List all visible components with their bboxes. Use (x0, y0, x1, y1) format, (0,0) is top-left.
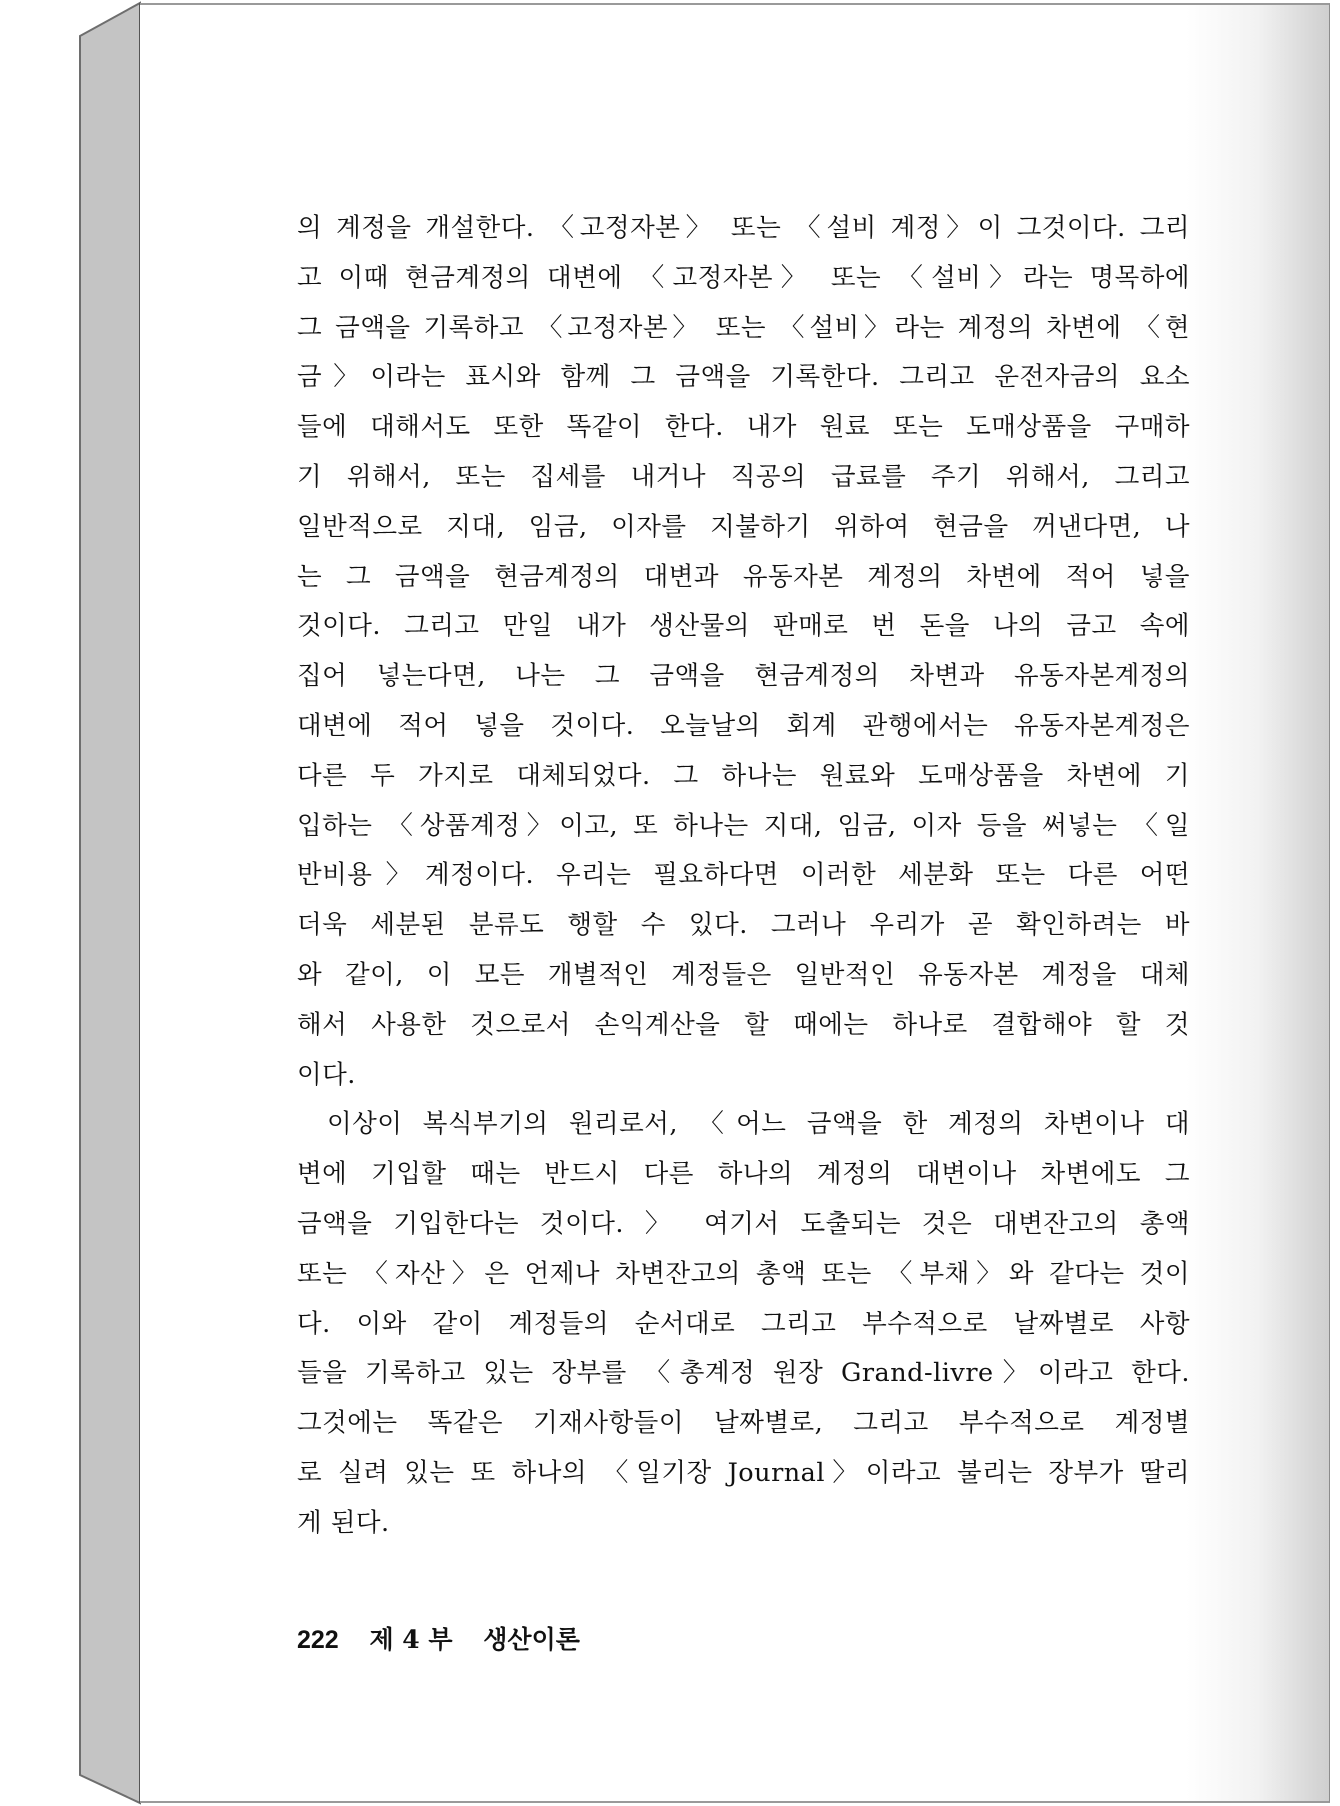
text-line: 대변에 적어 넣을 것이다. 오늘날의 회계 관행에서는 유동자본계정은 (297, 710, 1190, 741)
text-line: 일반적으로 지대, 임금, 이자를 지불하기 위하여 현금을 꺼낸다면, 나 (297, 511, 1190, 542)
text-line: 그것에는 똑같은 기재사항들이 날짜별로, 그리고 부수적으로 계정별 (297, 1408, 1190, 1439)
text-line: 로 실려 있는 또 하나의 〈일기장 Journal〉이라고 불리는 장부가 딸리 (297, 1457, 1190, 1488)
text-line: 더욱 세분된 분류도 행할 수 있다. 그러나 우리가 곧 확인하려는 바 (297, 910, 1190, 941)
text-line: 그 금액을 기록하고 〈고정자본〉 또는 〈설비〉라는 계정의 차변에 〈현 (297, 312, 1190, 343)
text-line: 는 그 금액을 현금계정의 대변과 유동자본 계정의 차변에 적어 넣을 (297, 561, 1190, 592)
text-line: 금〉이라는 표시와 함께 그 금액을 기록한다. 그리고 운전자금의 요소 (297, 362, 1190, 393)
chapter-title: 생산이론 (483, 1625, 580, 1654)
text-line: 기 위해서, 또는 집세를 내거나 직공의 급료를 주기 위해서, 그리고 (297, 461, 1190, 492)
paragraph-end-line: 게 된다. (297, 1507, 390, 1538)
text-line: 입하는 〈상품계정〉이고, 또 하나는 지대, 임금, 이자 등을 써넣는 〈일 (297, 810, 1190, 841)
page-number: 222 (297, 1626, 339, 1654)
text-line: 또는 〈자산〉은 언제나 차변잔고의 총액 또는 〈부채〉와 같다는 것이 (297, 1258, 1190, 1289)
page-body-text (297, 204, 1190, 1549)
text-line: 의 계정을 개설한다. 〈고정자본〉 또는 〈설비 계정〉이 그것이다. 그리 (297, 213, 1190, 243)
text-line: 집어 넣는다면, 나는 그 금액을 현금계정의 차변과 유동자본계정의 (297, 661, 1190, 692)
paragraph-first-line: 이상이 복식부기의 원리로서, 〈어느 금액을 한 계정의 차변이나 대 (327, 1109, 1190, 1140)
paragraph-end-line: 이다. (297, 1059, 356, 1090)
text-line: 고 이때 현금계정의 대변에 〈고정자본〉 또는 〈설비〉라는 명목하에 (297, 262, 1190, 293)
text-line: 해서 사용한 것으로서 손익계산을 할 때에는 하나로 결합해야 할 것 (297, 1009, 1190, 1040)
text-line: 것이다. 그리고 만일 내가 생산물의 판매로 번 돈을 나의 금고 속에 (297, 611, 1190, 642)
text-line: 들을 기록하고 있는 장부를 〈총계정 원장 Grand-livre〉이라고 한다. (297, 1358, 1190, 1389)
text-line: 와 같이, 이 모든 개별적인 계정들은 일반적인 유동자본 계정을 대체 (297, 959, 1190, 990)
text-line: 변에 기입할 때는 반드시 다른 하나의 계정의 대변이나 차변에도 그 (297, 1159, 1190, 1190)
part-label: 제 4 부 (369, 1625, 453, 1654)
page-footer (297, 1620, 602, 1656)
text-line: 다른 두 가지로 대체되었다. 그 하나는 원료와 도매상품을 차변에 기 (297, 760, 1190, 791)
text-line: 들에 대해서도 또한 똑같이 한다. 내가 원료 또는 도매상품을 구매하 (297, 412, 1190, 443)
text-line: 다. 이와 같이 계정들의 순서대로 그리고 부수적으로 날짜별로 사항 (297, 1308, 1190, 1339)
text-line: 반비용〉계정이다. 우리는 필요하다면 이러한 세분화 또는 다른 어떤 (297, 860, 1190, 891)
text-line: 금액을 기입한다는 것이다. 〉 여기서 도출되는 것은 대변잔고의 총액 (297, 1208, 1190, 1239)
